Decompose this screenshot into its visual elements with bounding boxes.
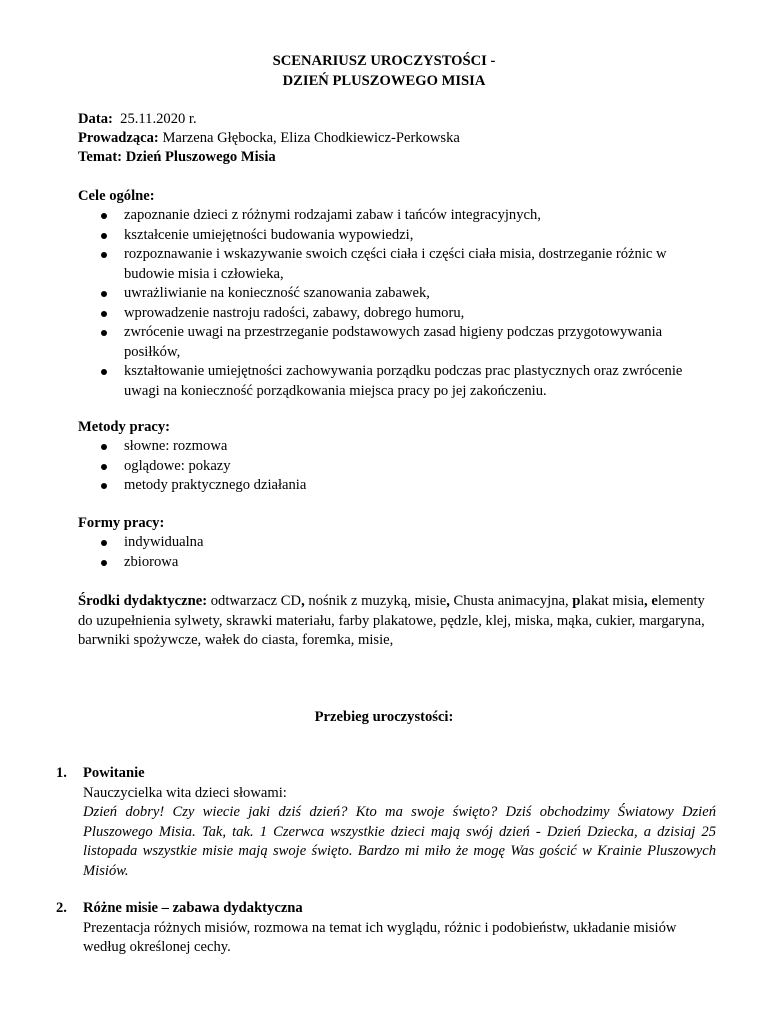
- bullet-icon: [101, 444, 107, 450]
- course-step-2: [56, 899, 716, 958]
- topic-label: Temat:: [78, 149, 123, 165]
- list-item: uwrażliwianie na konieczność szanowania zabawek,: [98, 284, 718, 304]
- meta-topic: [78, 148, 718, 168]
- forms-list: [98, 533, 718, 572]
- list-item: zbiorowa: [98, 553, 718, 573]
- date-label: Data:: [78, 111, 113, 127]
- bullet-icon: [101, 540, 107, 546]
- course-heading: Przebieg uroczystości:: [314, 709, 454, 725]
- goals-heading: Cele ogólne:: [78, 188, 155, 204]
- methods-heading: Metody pracy:: [78, 419, 170, 435]
- list-item: słowne: rozmowa: [98, 437, 718, 457]
- document-title-line2: DZIEŃ PLUSZOWEGO MISIA: [282, 73, 486, 89]
- date-value: 25.11.2020 r.: [120, 111, 197, 127]
- step-quote: Dzień dobry! Czy wiecie jaki dziś dzień? Kto ma swoje święto? Dziś obchodzimy Światowy Dzień Pluszowego Misia. Tak, tak. 1 Czerwca wszystkie dzieci mają swój dzień - Dzień Dziecka, a dzisiaj 25 listopada wszystkie misie mają swoje święto. Bardzo mi miło że mogę Was gościć w Krainie Pluszowych Misiów.: [83, 804, 716, 879]
- host-value: Marzena Głębocka, Eliza Chodkiewicz-Perkowska: [162, 130, 460, 146]
- bullet-icon: [101, 464, 107, 470]
- list-item: indywidualna: [98, 533, 718, 553]
- list-item: kształcenie umiejętności budowania wypowiedzi,: [98, 226, 718, 246]
- goals-list: [98, 206, 718, 401]
- list-item: wprowadzenie nastroju radości, zabawy, dobrego humoru,: [98, 304, 718, 324]
- methods-list: [98, 437, 718, 496]
- course-step-1: [56, 764, 716, 881]
- list-item: kształtowanie umiejętności zachowywania porządku podczas prac plastycznych oraz zwrócenie uwagi na konieczność porządkowania miejsca pracy po jej zakończeniu.: [98, 362, 718, 401]
- bullet-icon: [101, 483, 107, 489]
- bullet-icon: [101, 213, 107, 219]
- topic-value: Dzień Pluszowego Misia: [125, 149, 276, 165]
- list-item: zapoznanie dzieci z różnymi rodzajami zabaw i tańców integracyjnych,: [98, 206, 718, 226]
- meta-host: [78, 129, 718, 149]
- bullet-icon: [101, 560, 107, 566]
- step-number: 2.: [56, 900, 67, 916]
- bullet-icon: [101, 330, 107, 336]
- list-item: oglądowe: pokazy: [98, 457, 718, 477]
- bullet-icon: [101, 233, 107, 239]
- step-title: Powitanie: [83, 765, 145, 781]
- bullet-icon: [101, 291, 107, 297]
- document-title-line1: SCENARIUSZ UROCZYSTOŚCI -: [272, 53, 496, 69]
- meta-date: [78, 110, 718, 130]
- host-label: Prowadząca:: [78, 130, 159, 146]
- bullet-icon: [101, 311, 107, 317]
- bullet-icon: [101, 252, 107, 258]
- teaching-aids-paragraph: Środki dydaktyczne: odtwarzacz CD, nośnik z muzyką, misie, Chusta animacyjna, plakat misia, elementy do uzupełnienia sylwety, skrawki materiału, farby plakatowe, pędzle, klej, miska, mąka, cukier, margaryna, barwniki spożywcze, wałek do ciasta, foremka, misie,: [78, 593, 705, 648]
- forms-heading: Formy pracy:: [78, 515, 165, 531]
- step-title: Różne misie – zabawa dydaktyczna: [83, 900, 303, 916]
- list-item: zwrócenie uwagi na przestrzeganie podstawowych zasad higieny podczas przygotowywania posiłków,: [98, 323, 718, 362]
- list-item: rozpoznawanie i wskazywanie swoich części ciała i części ciała misia, dostrzeganie różnic w budowie misia i człowieka,: [98, 245, 718, 284]
- step-text: Prezentacja różnych misiów, rozmowa na temat ich wyglądu, różnic i podobieństw, układanie misiów według określonej cechy.: [83, 919, 677, 955]
- bullet-icon: [101, 369, 107, 375]
- step-intro: Nauczycielka wita dzieci słowami:: [83, 784, 287, 801]
- list-item: metody praktycznego działania: [98, 476, 718, 496]
- step-number: 1.: [56, 765, 67, 781]
